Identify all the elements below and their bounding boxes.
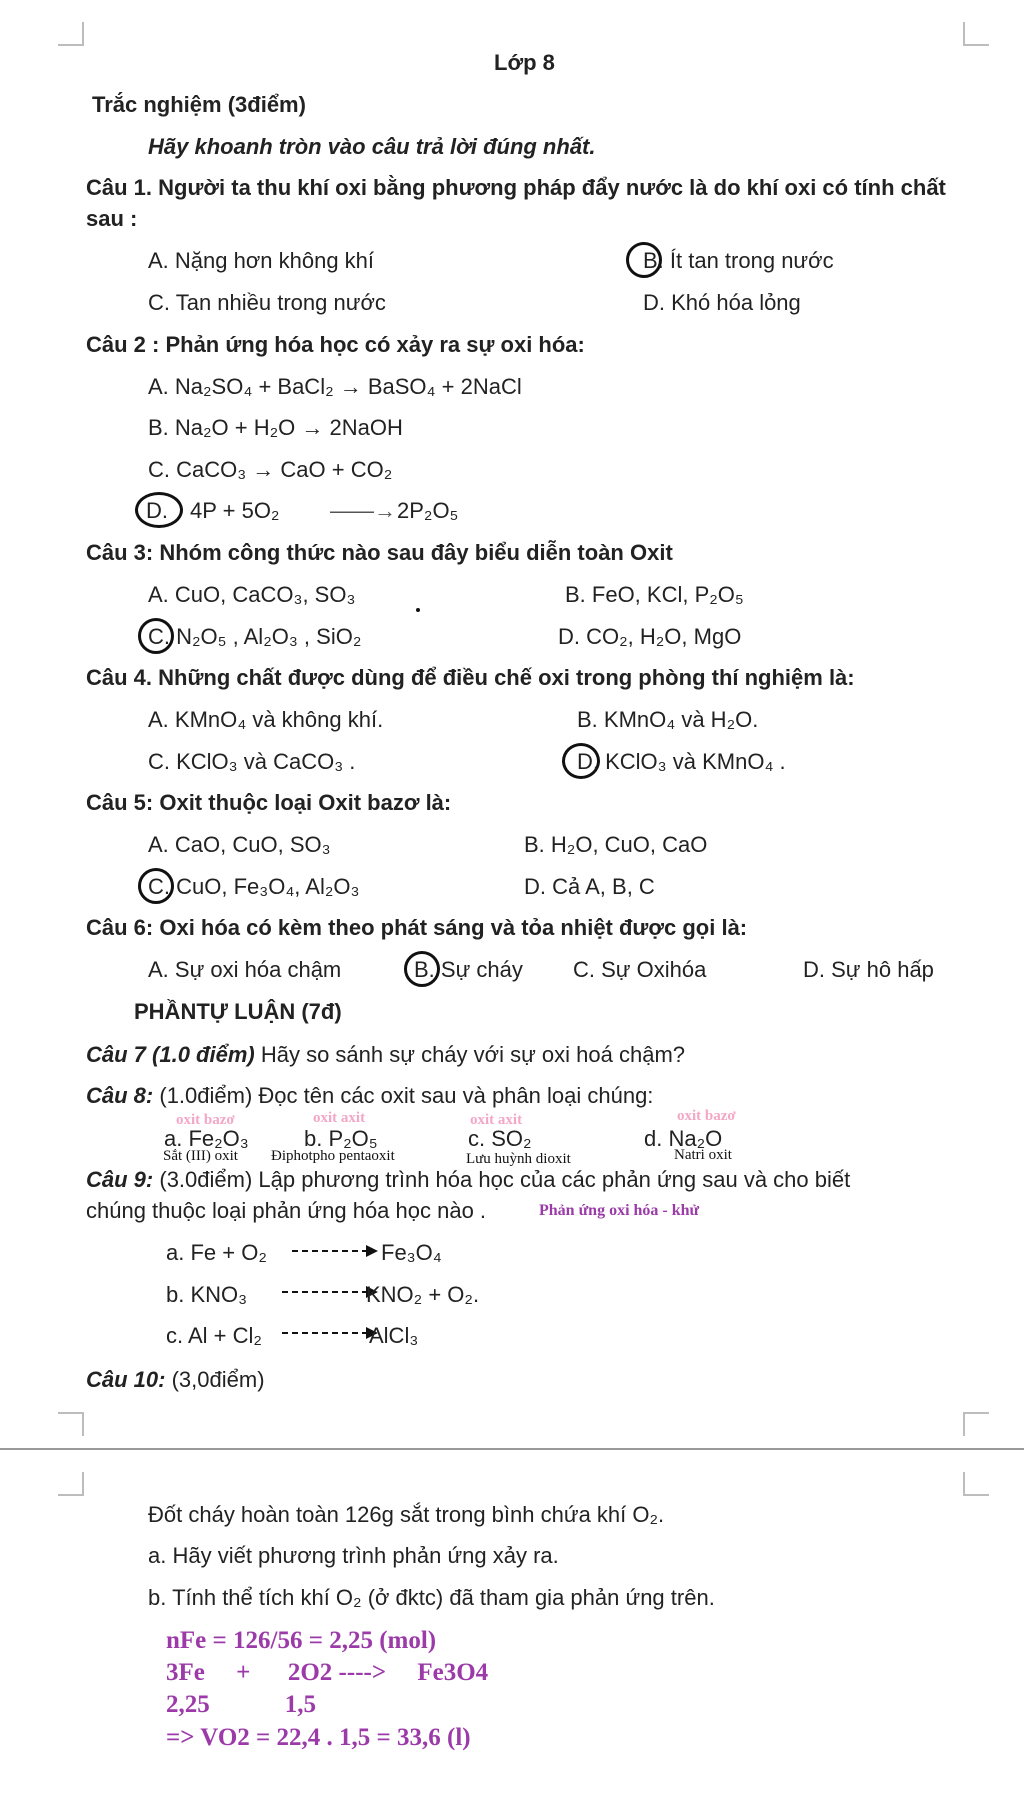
q3-option-c: C. N₂O₅ , Al₂O₃ , SiO₂ <box>148 624 362 649</box>
q10-part-a: a. Hãy viết phương trình phản ứng xảy ra. <box>148 1543 559 1568</box>
q8-formula-b: b. P₂O₅ <box>304 1126 378 1151</box>
q2-option-d-label: D. <box>146 498 168 523</box>
q5-option-d: D. Cả A, B, C <box>524 874 655 899</box>
q5-option-a: A. CaO, CuO, SO₃ <box>148 832 331 857</box>
q4-option-c: C. KClO₃ và CaCO₃ . <box>148 749 356 774</box>
page-corner-top-left <box>58 22 84 46</box>
q3-option-b: B. FeO, KCl, P₂O₅ <box>565 582 744 607</box>
q7-label: Câu 7 (1.0 điểm) <box>86 1042 255 1067</box>
q6-option-c: C. Sự Oxihóa <box>573 957 707 982</box>
page-separator <box>0 1448 1024 1450</box>
q2-option-a: A. Na₂SO₄ + BaCl₂ → BaSO₄ + 2NaCl <box>148 374 522 399</box>
q7 <box>86 1041 685 1069</box>
q8 <box>86 1082 653 1110</box>
q6-option-d: D. Sự hô hấp <box>803 957 934 982</box>
q6-stem: Câu 6: Oxi hóa có kèm theo phát sáng và tỏa nhiệt được gọi là: <box>86 915 748 940</box>
page2-corner-top-right <box>963 1472 989 1496</box>
q10-solution-line3: 2,25 1,5 <box>166 1691 316 1718</box>
q1-option-c: C. Tan nhiều trong nước <box>148 290 386 315</box>
q8-type-d: oxit bazơ <box>677 1108 736 1124</box>
q9-reaction-c-rhs: AlCl₃ <box>369 1323 419 1348</box>
q8-name-a: Sắt (III) oxit <box>163 1148 238 1164</box>
q9-reaction-c-lhs: c. Al + Cl₂ <box>166 1323 262 1348</box>
q8-formula-a: a. Fe₂O₃ <box>164 1126 249 1151</box>
q9-line2: chúng thuộc loại phản ứng hóa học nào . <box>86 1198 487 1223</box>
q1-stem-line2: sau : <box>86 206 138 231</box>
q8-label: Câu 8: <box>86 1083 154 1108</box>
q9-line1 <box>86 1166 850 1194</box>
q9-reaction-a-rhs: Fe₃O₄ <box>381 1240 442 1265</box>
q10-problem: Đốt cháy hoàn toàn 126g sắt trong bình chứa khí O₂. <box>148 1502 665 1527</box>
q5-option-c: C. CuO, Fe₃O₄, Al₂O₃ <box>148 874 360 899</box>
q2-option-d-arrow: ——→ <box>330 498 396 523</box>
q4-option-d: D. KClO₃ và KMnO₄ . <box>577 749 786 774</box>
stray-dot <box>416 608 420 612</box>
q1-option-d: D. Khó hóa lỏng <box>643 290 801 315</box>
q8-type-c: oxit axit <box>470 1112 523 1128</box>
q10-solution-line2: 3Fe + 2O2 ----> Fe3O4 <box>166 1659 489 1686</box>
q8-name-c: Lưu huỳnh dioxit <box>466 1151 571 1167</box>
page-corner-bottom-right <box>963 1412 989 1436</box>
page-title: Lớp 8 <box>494 50 555 75</box>
q8-text: (1.0điểm) Đọc tên các oxit sau và phân loại chúng: <box>153 1083 654 1108</box>
q2-option-c: C. CaCO₃ → CaO + CO₂ <box>148 457 393 482</box>
page2-corner-top-left <box>58 1472 84 1496</box>
q9-text: (3.0điểm) Lập phương trình hóa học của các phản ứng sau và cho biết <box>153 1167 851 1192</box>
q5-option-b: B. H₂O, CuO, CaO <box>524 832 708 857</box>
q9-reaction-a-arrow <box>292 1250 368 1252</box>
q2-stem: Câu 2 : Phản ứng hóa học có xảy ra sự oxi hóa: <box>86 332 585 357</box>
q8-name-b: Điphotpho pentaoxit <box>271 1148 395 1164</box>
essay-header: PHẦNTỰ LUẬN (7đ) <box>134 999 342 1024</box>
page-corner-top-right <box>963 22 989 46</box>
q8-formula-c: c. SO₂ <box>468 1126 532 1151</box>
q9-answer: Phản ứng oxi hóa - khử <box>539 1202 700 1219</box>
q3-stem: Câu 3: Nhóm công thức nào sau đây biểu diễn toàn Oxit <box>86 540 673 565</box>
q4-option-b: B. KMnO₄ và H₂O. <box>577 707 759 732</box>
q9-reaction-a-lhs: a. Fe + O₂ <box>166 1240 267 1265</box>
q5-stem: Câu 5: Oxit thuộc loại Oxit bazơ là: <box>86 790 452 815</box>
q6-option-a: A. Sự oxi hóa chậm <box>148 957 342 982</box>
q2-option-d-products: 2P₂O₅ <box>397 498 459 523</box>
q9-label: Câu 9: <box>86 1167 154 1192</box>
page-corner-bottom-left <box>58 1412 84 1436</box>
q8-type-a: oxit bazơ <box>176 1112 235 1128</box>
q10-text: (3,0điểm) <box>165 1367 265 1392</box>
q10-part-b: b. Tính thể tích khí O₂ (ở đktc) đã tham gia phản ứng trên. <box>148 1585 715 1610</box>
q2-option-b: B. Na₂O + H₂O → 2NaOH <box>148 415 403 440</box>
q7-text: Hãy so sánh sự cháy với sự oxi hoá chậm? <box>254 1042 686 1067</box>
q8-name-d: Natri oxit <box>674 1147 732 1163</box>
q10-label: Câu 10: <box>86 1367 166 1392</box>
q10-solution-line4: => VO2 = 22,4 . 1,5 = 33,6 (l) <box>166 1724 471 1751</box>
q3-option-a: A. CuO, CaCO₃, SO₃ <box>148 582 356 607</box>
q4-stem: Câu 4. Những chất được dùng để điều chế oxi trong phòng thí nghiệm là: <box>86 665 855 690</box>
q9-reaction-b-lhs: b. KNO₃ <box>166 1282 248 1307</box>
q8-formula-d: d. Na₂O <box>644 1126 723 1151</box>
q10-solution-line1: nFe = 126/56 = 2,25 (mol) <box>166 1627 437 1654</box>
q9-reaction-b-rhs: KNO₂ + O₂. <box>366 1282 480 1307</box>
q9-reaction-c-arrow <box>282 1332 368 1334</box>
instruction: Hãy khoanh tròn vào câu trả lời đúng nhất. <box>148 134 596 159</box>
multiple-choice-header: Trắc nghiệm (3điểm) <box>92 92 306 117</box>
q6-option-b: B. Sự cháy <box>414 957 523 982</box>
q1-option-a: A. Nặng hơn không khí <box>148 248 375 273</box>
q4-option-a: A. KMnO₄ và không khí. <box>148 707 384 732</box>
q10-header <box>86 1366 265 1394</box>
q9-reaction-b-arrow <box>282 1291 368 1293</box>
q8-type-b: oxit axit <box>313 1110 366 1126</box>
q1-stem-line1: Câu 1. Người ta thu khí oxi bằng phương pháp đẩy nước là do khí oxi có tính chất <box>86 175 946 200</box>
q2-option-d-reactants: 4P + 5O₂ <box>190 498 280 523</box>
q3-option-d: D. CO₂, H₂O, MgO <box>558 624 742 649</box>
q1-option-b: B. Ít tan trong nước <box>643 248 834 273</box>
